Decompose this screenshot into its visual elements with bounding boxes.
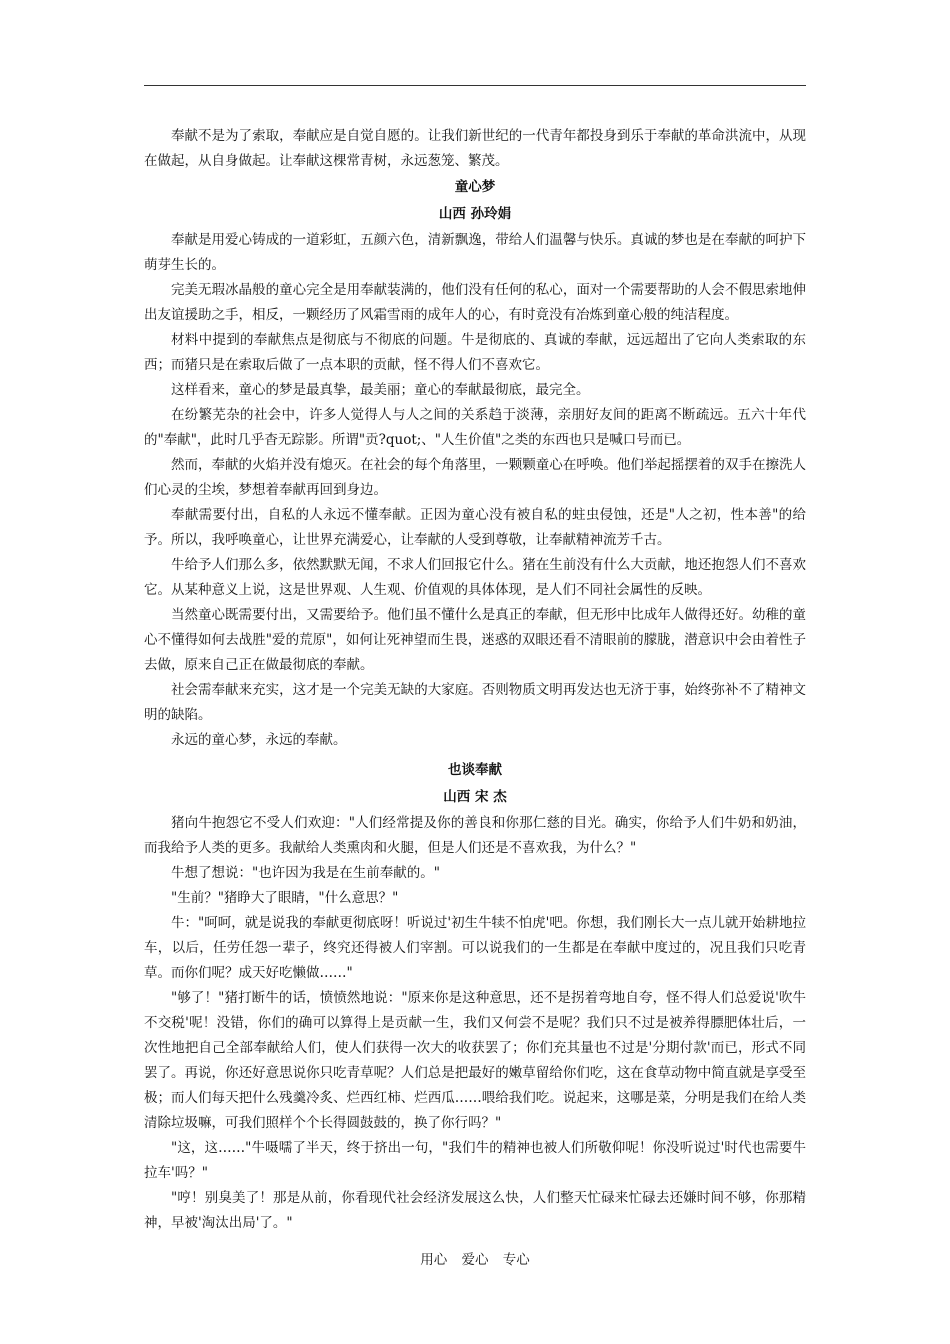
- paragraph: 奉献是用爱心铸成的一道彩虹，五颜六色，清新飘逸，带给人们温馨与快乐。真诚的梦也是在奉献的呵护下萌芽生长的。: [144, 232, 806, 273]
- essay2-body: [144, 811, 806, 1236]
- essay1-title: 童心梦: [454, 179, 496, 195]
- paragraph: 牛给予人们那么多，依然默默无闻，不求人们回报它什么。猪在生前没有什么大贡献，地还抱怨人们不喜欢它。从某种意义上说，这是世界观、人生观、价值观的具体体现，是人们不同社会属性的反映。: [144, 557, 806, 598]
- paragraph: 牛："呵呵，就是说我的奉献更彻底呀！听说过'初生牛犊不怕虎'吧。你想，我们刚长大一点儿就开始耕地拉车，以后，任劳任怨一辈子，终究还得被人们宰割。可以说我们的一生都是在奉献中度过的，况且我们只吃青草。而你们呢？成天好吃懒做……": [144, 915, 806, 981]
- paragraph: "生前？"猪睁大了眼睛，"什么意思？": [171, 890, 399, 906]
- paragraph: 社会需奉献来充实，这才是一个完美无缺的大家庭。否则物质文明再发达也无济于事，始终弥补不了精神文明的缺陷。: [144, 682, 806, 723]
- paragraph: 永远的童心梦，永远的奉献。: [171, 732, 347, 748]
- document-body: [144, 124, 806, 1236]
- paragraph: "哼！别臭美了！那是从前，你看现代社会经济发展这么快，人们整天忙碌来忙碌去还嫌时间不够，你那精神，早被'淘汰出局'了。": [144, 1190, 806, 1231]
- essay1-body: [144, 228, 806, 753]
- essay2-title: 也谈奉献: [448, 762, 502, 778]
- paragraph: 完美无瑕冰晶般的童心完全是用奉献装满的，他们没有任何的私心，面对一个需要帮助的人会不假思索地伸出友谊援助之手，相反，一颗经历了风霜雪雨的成年人的心，有时竟没有冶炼到童心般的纯洁程度。: [144, 282, 806, 323]
- paragraph: 牛想了想说："也许因为我是在生前奉献的。": [171, 865, 440, 881]
- intro-section: [144, 124, 806, 174]
- paragraph: 当然童心既需要付出，又需要给予。他们虽不懂什么是真正的奉献，但无形中比成年人做得还好。幼稚的童心不懂得如何去战胜"爱的荒原"，如何让死神望而生畏，迷惑的双眼还看不清眼前的朦胧，潜意识中会由着性子去做，原来自己正在做最彻底的奉献。: [144, 607, 806, 673]
- paragraph: 奉献需要付出，自私的人永远不懂奉献。正因为童心没有被自私的蛀虫侵蚀，还是"人之初，性本善"的给予。所以，我呼唤童心，让世界充满爱心，让奉献的人受到尊敬，让奉献精神流芳千古。: [144, 507, 806, 548]
- page-footer: 用心 爱心 专心: [420, 1252, 530, 1268]
- paragraph: "这，这……"牛嗫嚅了半天，终于挤出一句，"我们牛的精神也被人们所敬仰呢！你没听说过'时代也需要牛拉车'吗？": [144, 1140, 806, 1181]
- paragraph: "够了！"猪打断牛的话，愤愤然地说："原来你是这种意思，还不是拐着弯地自夸，怪不得人们总爱说'吹牛不交税'呢！没错，你们的确可以算得上是贡献一生，我们又何尝不是呢？我们只不过是被养得膘肥体壮后，一次性地把自己全部奉献给人们，使人们获得一次大的收获罢了；你们充其量也不过是'分期付款'而已，形式不同罢了。再说，你还好意思说你只吃青草呢？人们总是把最好的嫩草留给你们吃，这在食草动物中简直就是享受至极；而人们每天把什么残羹冷炙、烂西红柿、烂西瓜……喂给我们吃。说起来，这哪是菜，分明是我们在给人类清除垃圾嘛，可我们照样个个长得圆鼓鼓的，换了你行吗？": [144, 990, 806, 1131]
- essay1-author: 山西 孙玲娟: [438, 206, 512, 222]
- paragraph: 这样看来，童心的梦是最真挚，最美丽；童心的奉献最彻底，最完全。: [171, 382, 590, 398]
- paragraph: 然而，奉献的火焰并没有熄灭。在社会的每个角落里，一颗颗童心在呼唤。他们举起摇摆着的双手在擦洗人们心灵的尘埃，梦想着奉献再回到身边。: [144, 457, 806, 498]
- paragraph: 材料中提到的奉献焦点是彻底与不彻底的问题。牛是彻底的、真诚的奉献，远远超出了它向人类索取的东西；而猪只是在索取后做了一点本职的贡献，怪不得人们不喜欢它。: [144, 332, 806, 373]
- paragraph: 猪向牛抱怨它不受人们欢迎："人们经常提及你的善良和你那仁慈的目光。确实，你给予人们牛奶和奶油，而我给予人类的更多。我献给人类熏肉和火腿，但是人们还是不喜欢我，为什么？": [144, 815, 806, 856]
- paragraph: 在纷繁芜杂的社会中，许多人觉得人与人之间的关系趋于淡薄，亲朋好友间的距离不断疏远。五六十年代的"奉献"，此时几乎杳无踪影。所谓"贡?quot;、"人生价值"之类的东西也只是喊口号而已。: [144, 407, 806, 448]
- header-rule: [144, 85, 806, 86]
- paragraph: 奉献不是为了索取，奉献应是自觉自愿的。让我们新世纪的一代青年都投身到乐于奉献的革命洪流中，从现在做起，从自身做起。让奉献这棵常青树，永远葱笼、繁茂。: [144, 128, 806, 169]
- essay2-author: 山西 宋 杰: [443, 789, 507, 805]
